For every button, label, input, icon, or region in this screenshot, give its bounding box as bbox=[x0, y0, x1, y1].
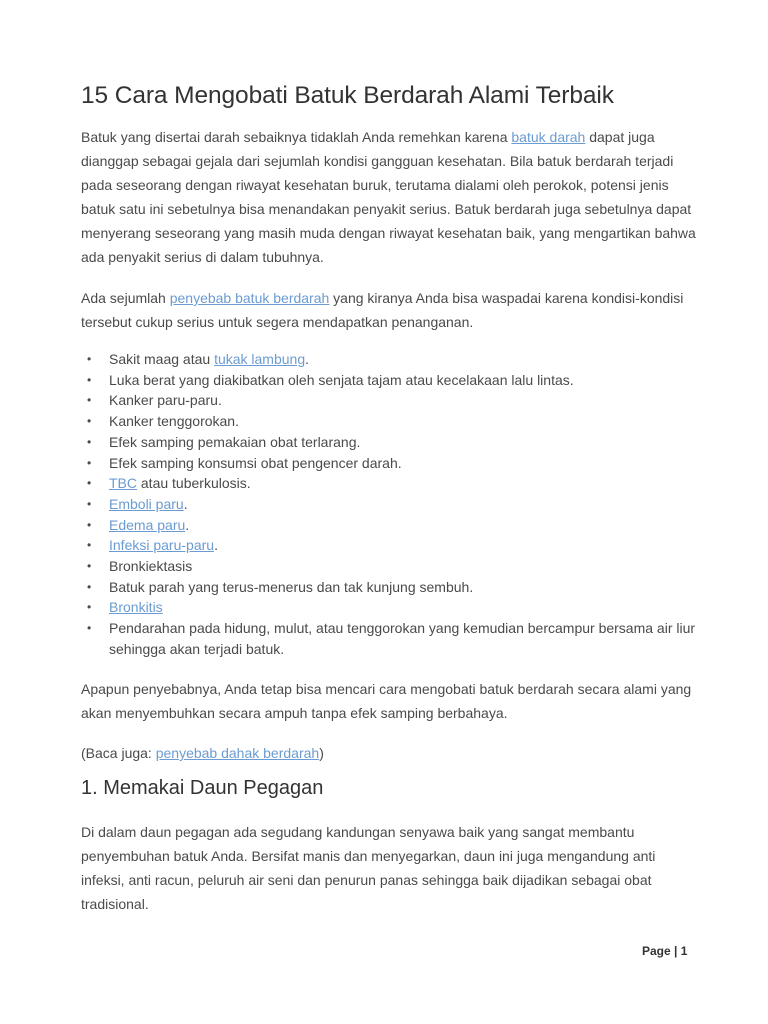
conclusion-paragraph bbox=[81, 677, 696, 725]
bullet-icon: • bbox=[87, 414, 92, 429]
causes-line-2: tersebut cukup serius untuk segera mendapatkan penanganan. bbox=[81, 314, 474, 330]
section-1-line-2: penyembuhan batuk Anda. Bersifat manis dan menyegarkan, daun ini juga mengandung anti bbox=[81, 848, 656, 864]
bullet-icon: • bbox=[87, 538, 92, 553]
intro-line-6: ada penyakit serius di dalam tubuhnya. bbox=[81, 249, 324, 265]
causes-intro-paragraph bbox=[81, 286, 696, 334]
conclusion-line-2: akan menyembuhkan secara ampuh tanpa efek samping berbahaya. bbox=[81, 705, 508, 721]
bullet-icon: • bbox=[87, 372, 92, 387]
list-item: • Sakit maag atau tukak lambung. bbox=[81, 349, 696, 370]
list-item: • Pendarahan pada hidung, mulut, atau tenggorokan yang kemudian bercampur bersama air liur sehingga akan terjadi batuk. bbox=[87, 620, 696, 657]
list-item: • TBC atau tuberkulosis. bbox=[81, 473, 696, 494]
section-1-line-3: infeksi, anti racun, peluruh air seni dan penurun panas sehingga baik dijadikan sebagai obat bbox=[81, 872, 652, 888]
bullet-icon: • bbox=[87, 434, 92, 449]
causes-line-1: Ada sejumlah penyebab batuk berdarah yang kiranya Anda bisa waspadai karena kondisi-kondisi bbox=[81, 290, 684, 306]
section-1-line-4: tradisional. bbox=[81, 896, 149, 912]
link-infeksi-paru-paru[interactable]: Infeksi paru-paru bbox=[109, 537, 215, 554]
link-batuk-darah[interactable]: batuk darah bbox=[511, 129, 586, 145]
bullet-icon: • bbox=[87, 579, 92, 594]
bullet-icon: • bbox=[87, 455, 92, 470]
list-item: • Efek samping pemakaian obat terlarang. bbox=[81, 432, 696, 453]
link-bronkitis[interactable]: Bronkitis bbox=[109, 599, 163, 616]
list-item: • Edema paru. bbox=[81, 515, 696, 536]
list-item: • Luka berat yang diakibatkan oleh senjata tajam atau kecelakaan lalu lintas. bbox=[81, 370, 696, 391]
list-item bbox=[81, 597, 696, 618]
link-tbc[interactable]: TBC bbox=[109, 475, 137, 492]
link-edema-paru[interactable]: Edema paru bbox=[109, 516, 186, 533]
list-item: • Kanker tenggorokan. bbox=[81, 411, 696, 432]
page-number: Page | 1 bbox=[642, 944, 688, 958]
link-penyebab-dahak-berdarah[interactable]: penyebab dahak berdarah bbox=[155, 745, 320, 761]
list-item: • Bronkiektasis bbox=[81, 556, 696, 577]
section-1-heading: 1. Memakai Daun Pegagan bbox=[81, 777, 324, 799]
see-also-paragraph: (Baca juga: penyebab dahak berdarah) bbox=[81, 745, 324, 761]
conclusion-line-1: Apapun penyebabnya, Anda tetap bisa mencari cara mengobati batuk berdarah secara alami yang bbox=[81, 681, 692, 697]
intro-line-3: pada seseorang dengan riwayat kesehatan buruk, terutama dialami oleh perokok, potensi jenis bbox=[81, 177, 669, 193]
intro-line-2: dianggap sebagai gejala dari sejumlah kondisi gangguan kesehatan. Bila batuk berdarah terjadi bbox=[81, 153, 674, 169]
bullet-icon: • bbox=[87, 559, 92, 574]
link-penyebab-batuk-berdarah[interactable]: penyebab batuk berdarah bbox=[169, 290, 330, 306]
intro-paragraph bbox=[81, 125, 696, 269]
bullet-icon: • bbox=[87, 352, 92, 366]
list-item: • Kanker paru-paru. bbox=[81, 390, 696, 411]
intro-line-4: batuk satu ini sebetulnya bisa menandakan penyakit serius. Batuk berdarah juga sebetulnya dapat bbox=[81, 201, 692, 217]
list-item: • Batuk parah yang terus-menerus dan tak kunjung sembuh. bbox=[81, 577, 696, 598]
bullet-icon: • bbox=[87, 393, 92, 408]
link-emboli-paru[interactable]: Emboli paru bbox=[109, 495, 184, 512]
link-tukak-lambung[interactable]: tukak lambung bbox=[214, 351, 306, 367]
section-1-paragraph bbox=[81, 820, 696, 916]
bullet-icon: • bbox=[87, 476, 92, 491]
bullet-icon: • bbox=[87, 517, 92, 532]
list-item: • Infeksi paru-paru. bbox=[81, 535, 696, 556]
bullet-icon: • bbox=[87, 496, 92, 511]
list-item: • Emboli paru. bbox=[81, 494, 696, 515]
causes-list bbox=[81, 349, 696, 660]
bullet-icon: • bbox=[87, 621, 92, 636]
intro-line-1: Batuk yang disertai darah sebaiknya tidaklah Anda remehkan karena batuk darah dapat juga bbox=[81, 129, 655, 145]
bullet-icon: • bbox=[87, 600, 92, 615]
section-1-line-1: Di dalam daun pegagan ada segudang kandungan senyawa baik yang sangat membantu bbox=[81, 824, 635, 840]
list-item: • Efek samping konsumsi obat pengencer darah. bbox=[81, 453, 696, 474]
intro-line-5: menyerang seseorang yang masih muda dengan riwayat kesehatan baik, yang mengartikan bahwa bbox=[81, 225, 696, 241]
article-title: 15 Cara Mengobati Batuk Berdarah Alami Terbaik bbox=[81, 82, 614, 109]
